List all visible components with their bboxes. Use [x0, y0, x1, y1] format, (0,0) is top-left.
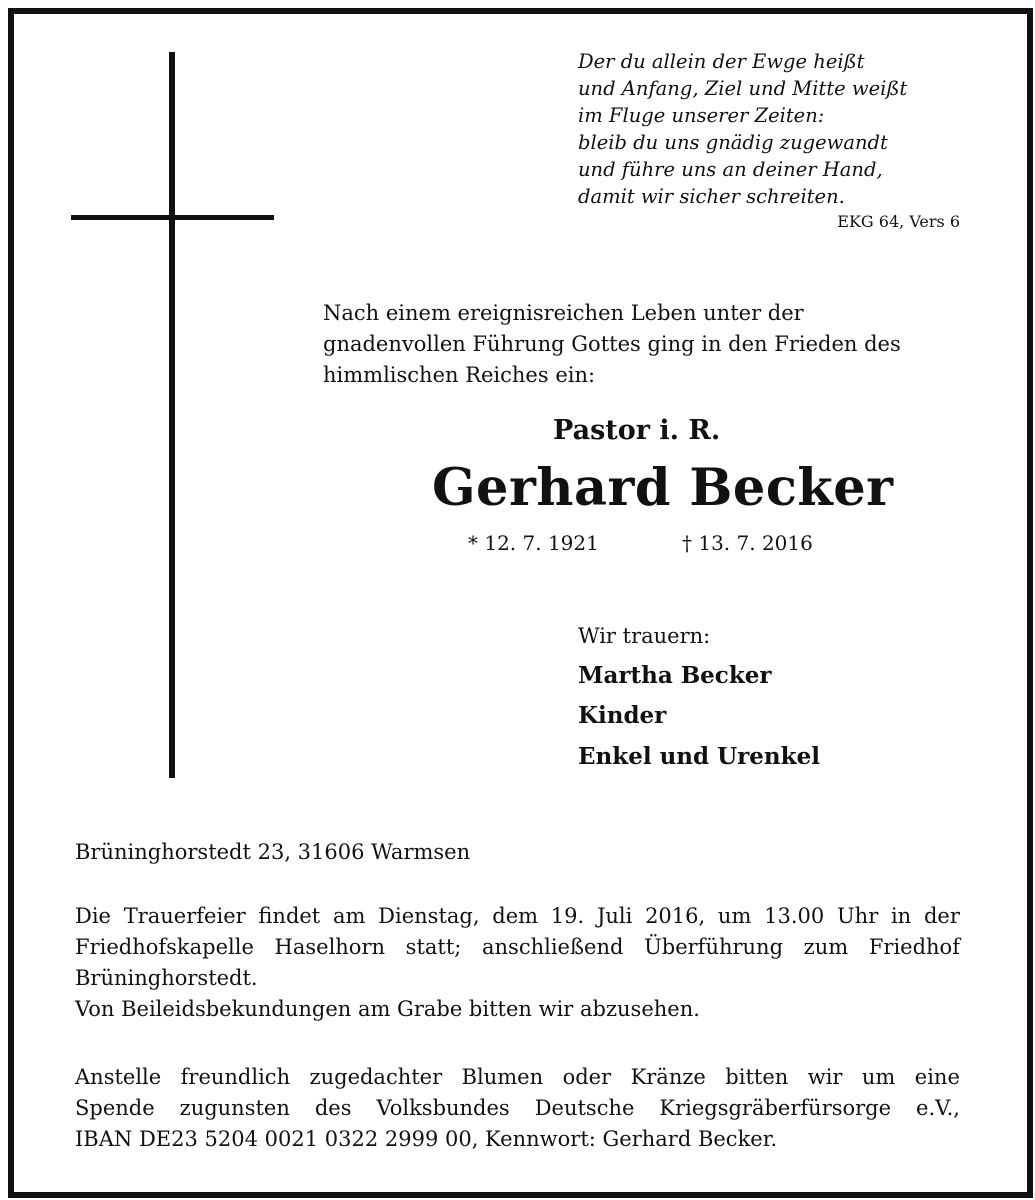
word: bitten — [725, 1065, 789, 1089]
word: Dienstag, — [378, 904, 480, 928]
word: Blumen — [461, 1065, 544, 1089]
word: um — [861, 1065, 896, 1089]
intro-text — [323, 298, 963, 391]
word: statt; — [405, 935, 462, 959]
service-paragraph — [75, 901, 960, 1025]
word: Uhr — [836, 904, 879, 928]
cross-horizontal-bar — [71, 215, 274, 220]
word: zugedachter — [309, 1065, 443, 1089]
mourner-name: Enkel und Urenkel — [578, 743, 820, 770]
word: Anstelle — [75, 1065, 162, 1089]
word: Haselhorn — [274, 935, 386, 959]
word: Überführung — [644, 935, 784, 959]
word: des — [314, 1096, 352, 1120]
service-line — [75, 901, 960, 932]
verse-line: damit wir sicher schreiten. — [578, 185, 845, 208]
deceased-name: Gerhard Becker — [432, 458, 894, 518]
word: Spende — [75, 1096, 155, 1120]
intro-line: Nach einem ereignisreichen Leben unter der — [323, 301, 804, 325]
word: Kriegsgräberfürsorge — [659, 1096, 892, 1120]
cross-vertical-bar — [169, 52, 175, 778]
word: Friedhofskapelle — [75, 935, 254, 959]
word: am — [332, 904, 366, 928]
verse-line: und Anfang, Ziel und Mitte weißt — [578, 77, 908, 100]
hymn-verse — [578, 48, 907, 210]
word: Friedhof — [868, 935, 960, 959]
word: Trauerfeier — [123, 904, 246, 928]
death-date: † 13. 7. 2016 — [682, 531, 813, 555]
word: freundlich — [180, 1065, 291, 1089]
word: zum — [803, 935, 849, 959]
intro-line: gnadenvollen Führung Gottes ging in den Frieden des — [323, 332, 901, 356]
word: anschließend — [482, 935, 624, 959]
verse-line: Der du allein der Ewge heißt — [578, 50, 865, 73]
verse-line: und führe uns an deiner Hand, — [578, 158, 883, 181]
service-line: Brüninghorstedt. — [75, 966, 258, 990]
donation-line — [75, 1093, 960, 1124]
word: Kränze — [630, 1065, 706, 1089]
word: dem — [492, 904, 539, 928]
word: e.V., — [916, 1096, 960, 1120]
word: zugunsten — [179, 1096, 290, 1120]
word: wir — [807, 1065, 843, 1089]
word: 19. — [550, 904, 585, 928]
birth-date: * 12. 7. 1921 — [468, 531, 599, 555]
verse-line: bleib du uns gnädig zugewandt — [578, 131, 888, 154]
word: 2016, — [645, 904, 706, 928]
mourners-label: Wir trauern: — [578, 624, 711, 648]
word: Die — [75, 904, 111, 928]
family-address: Brüninghorstedt 23, 31606 Warmsen — [75, 840, 471, 864]
verse-line: im Fluge unserer Zeiten: — [578, 104, 825, 127]
word: Juli — [596, 904, 633, 928]
word: um — [717, 904, 752, 928]
mourner-name: Kinder — [578, 702, 667, 729]
intro-line: himmlischen Reiches ein: — [323, 363, 596, 387]
word: eine — [914, 1065, 960, 1089]
donation-line — [75, 1062, 960, 1093]
word: findet — [258, 904, 321, 928]
word: Volksbundes — [376, 1096, 510, 1120]
word: der — [923, 904, 960, 928]
donation-paragraph — [75, 1062, 960, 1155]
word: Deutsche — [534, 1096, 635, 1120]
service-line — [75, 932, 960, 963]
word: 13.00 — [764, 904, 825, 928]
mourner-name: Martha Becker — [578, 662, 772, 689]
deceased-title: Pastor i. R. — [553, 415, 721, 446]
word: in — [890, 904, 912, 928]
word: oder — [562, 1065, 612, 1089]
service-line: Von Beileidsbekundungen am Grabe bitten wir abzusehen. — [75, 997, 700, 1021]
verse-reference: EKG 64, Vers 6 — [837, 212, 960, 231]
donation-line: IBAN DE23 5204 0021 0322 2999 00, Kennwort: Gerhard Becker. — [75, 1127, 778, 1151]
